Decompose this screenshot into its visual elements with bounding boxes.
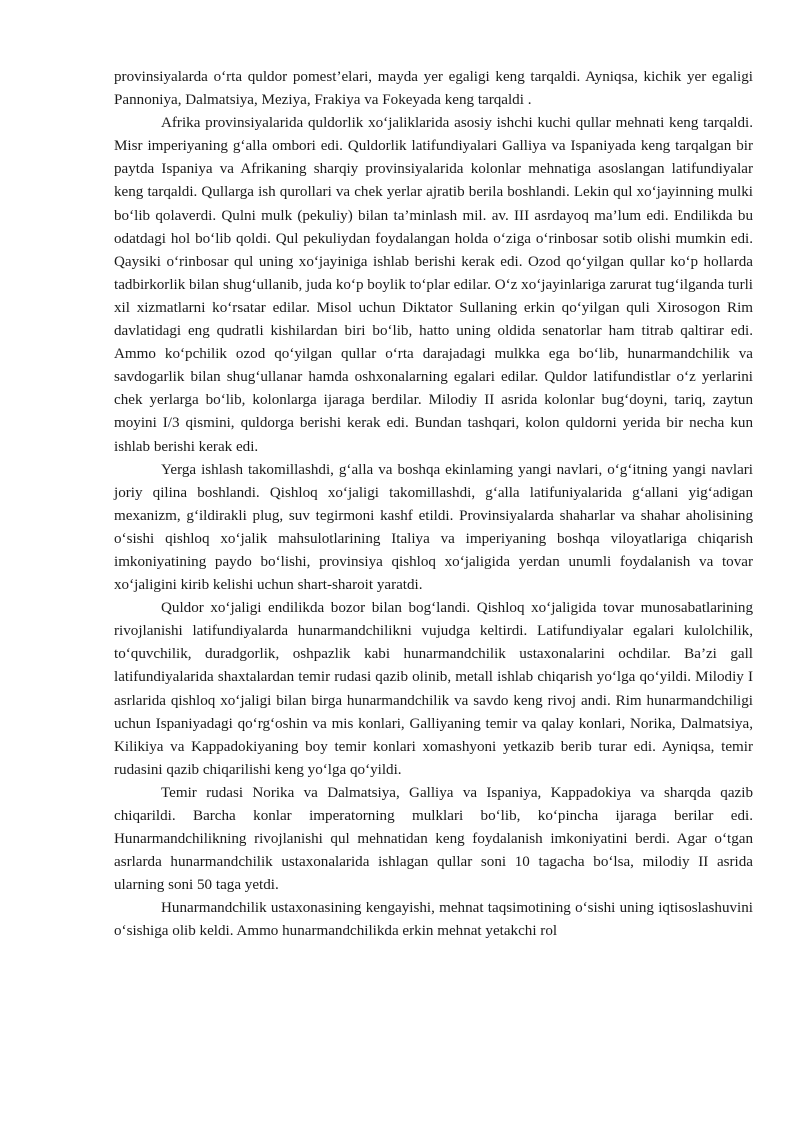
paragraph-market-and-crafts: Quldor xo‘jaligi endilikda bozor bilan bog‘landi. Qishloq xo‘jaligida tovar munosabatlarining rivojlanishi latifundiyalarda hunarmandchilikni vujudga keltirdi. Latifundiyalar egalari kulolchilik, to‘quvchilik, duradgorlik, oshpazlik kabi hunarmandchilik ustaxonalarini ochdilar. Ba’zi gall latifundiyalarida shaxtalardan temir rudasi qazib olinib, metall ishlab chiqarish yo‘lga qo‘yildi. Milodiy I asrlarida qishloq xo‘jaligi bilan birga hunarmandchilik va savdo keng rivoj andi. Rim hunarmandchiligi uchun Ispaniyadagi qo‘rg‘oshin va mis konlari, Galliyaning temir va qalay konlari, Norika, Dalmatsiya, Kilikiya va Kappadokiyaning boy temir konlari xomashyoni yetkazib berib turar edi. Ayniqsa, temir rudasini qazib chiqarilishi keng yo‘lga qo‘yildi. (114, 600, 753, 778)
document-page (114, 66, 753, 944)
paragraph-africa-provinces: Afrika provinsiyalarida quldorlik xo‘jaliklarida asosiy ishchi kuchi qullar mehnati keng tarqaldi. Misr imperiyaning g‘alla ombori edi. Quldorlik latifundiyalari Galliya va Ispaniyada keng tarqalgan bir paytda Ispaniya va Afrikaning sharqiy provinsiyalarida kolonlar mehnatiga asoslangan latifundiyalar keng tarqaldi. Qullarga ish qurollari va chek yerlar ajratib berila boshlandi. Lekin qul xo‘jayinning mulki bo‘lib qolaverdi. Qulni mulk (pekuliy) bilan ta’minlash mil. av. III asrdayoq ma’lum edi. Endilikda bu odatdagi hol bo‘lib qoldi. Qul pekuliydan foydalangan holda o‘ziga o‘rinbosar sotib olishi mumkin edi. Qaysiki o‘rinbosar qul uning xo‘jayiniga ishlab berishi kerak edi. Ozod qo‘yilgan qullar ko‘p hollarda tadbirkorlik bilan shug‘ullanib, juda ko‘p boylik to‘plar edilar. O‘z xo‘jayinlariga zarurat tug‘ilganda turli xil xizmatlarni ko‘rsatar edilar. Misol uchun Diktator Sullaning erkin qo‘yilgan quli Xirosogon Rim davlatidagi eng qudratli kishilardan biri bo‘lib, hatto uning oldida senatorlar ham titrab qaltirar edi. Ammo ko‘pchilik ozod qo‘yilgan qullar o‘rta darajadagi mulkka ega bo‘lib, hunarmandchilik va savdogarlik bilan shug‘ullanar hamda oshxonalarning egalari edilar. Quldor latifundistlar o‘z yerlarini chek yerlarga bo‘lib, kolonlarga ijaraga berdilar. Milodiy II asrida kolonlar bug‘doyni, tariq, zaytun moyini I/3 qismini, quldorga berishi kerak edi. Bundan tashqari, kolon quldorni yerida bir necha kun ishlab berishi kerak edi. (114, 115, 753, 455)
paragraph-continuation: provinsiyalarda o‘rta quldor pomest’elari, mayda yer egaligi keng tarqaldi. Ayniqsa, kichik yer egaligi Pannoniya, Dalmatsiya, Meziya, Frakiya va Fokeyada keng tarqaldi . (114, 69, 753, 109)
paragraph-workshops: Hunarmandchilik ustaxonasining kengayishi, mehnat taqsimotining o‘sishi uning iqtisoslashuvini o‘sishiga olib keldi. Ammo hunarmandchilikda erkin mehnat yetakchi rol (114, 900, 753, 940)
paragraph-iron-ore: Temir rudasi Norika va Dalmatsiya, Galliya va Ispaniya, Kappadokiya va sharqda qazib chiqarildi. Barcha konlar imperatorning mulklari bo‘lib, ko‘pincha ijaraga berilar edi. Hunarmandchilikning rivojlanishi qul mehnatidan keng foydalanish imkoniyatini berdi. Agar o‘tgan asrlarda hunarmandchilik ustaxonalarida ishlagan qullar soni 10 tagacha bo‘lsa, milodiy II asrida ularning soni 50 taga yetdi. (114, 784, 753, 894)
paragraph-agriculture-improvements: Yerga ishlash takomillashdi, g‘alla va boshqa ekinlaming yangi navlari, o‘g‘itning yangi navlari joriy qilina boshlandi. Qishloq xo‘jaligi takomillashdi, g‘alla latifuniyalarida g‘allani yig‘adigan mexanizm, g‘ildirakli plug, suv tegirmoni kashf etildi. Provinsiyalarda shaharlar va shahar aholisining o‘sishi qishloq xo‘jalik mahsulotlarining Italiya va imperiyaning boshqa viloyatlariga chiqarish imkoniyatining paydo bo‘lishi, provinsiya qishloq xo‘jaligida yerdan unumli foydalanish va tovar xo‘jaligini kirib kelishi uchun shart-sharoit yaratdi. (114, 461, 753, 594)
